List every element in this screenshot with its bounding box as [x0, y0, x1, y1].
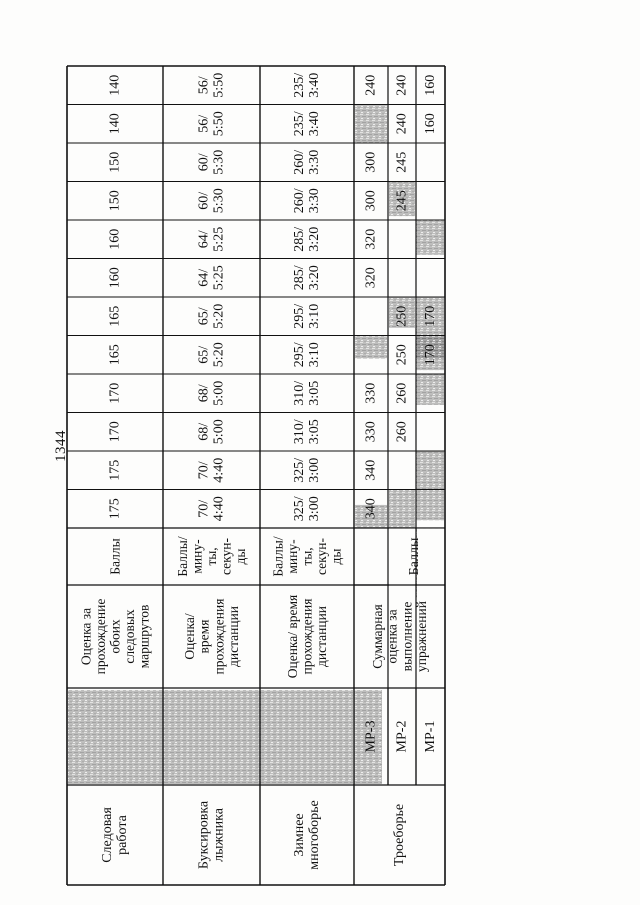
value-cell-line: 3:05 — [307, 419, 323, 445]
value-cell — [108, 113, 123, 134]
value-cell-line: 250 — [394, 305, 410, 327]
criterion-label-line: дистанции — [225, 605, 241, 668]
value-cell-line: 60/ — [196, 191, 212, 210]
criterion-label-line: прохождение — [92, 598, 108, 675]
value-cell — [108, 306, 123, 327]
value-cell — [196, 188, 226, 213]
value-cell-line: 4:40 — [211, 496, 227, 522]
value-cell-line: 165 — [107, 305, 123, 327]
value-cell-line: 150 — [107, 190, 123, 212]
event-label-line: Зимнее — [291, 813, 307, 857]
value-cell-line: 70/ — [196, 461, 212, 480]
value-cell — [292, 496, 322, 521]
value-cell — [364, 75, 379, 96]
value-cell-line: 285/ — [291, 265, 307, 291]
value-cell-line: 3:40 — [307, 111, 323, 137]
value-cell-line: 170 — [423, 305, 438, 327]
value-cell-line: 325/ — [291, 496, 307, 522]
value-cell — [292, 227, 322, 252]
value-cell-line: 64/ — [196, 268, 212, 287]
value-cell-line: 250 — [394, 344, 410, 366]
value-cell — [292, 458, 322, 483]
value-cell-line: 140 — [107, 74, 123, 96]
value-cell-line: 5:20 — [211, 342, 227, 368]
value-cell-line: 310/ — [291, 380, 307, 406]
value-cell-line: 260 — [394, 382, 410, 404]
value-cell-line: 235/ — [291, 72, 307, 98]
value-cell — [196, 265, 226, 290]
criterion-label — [182, 599, 241, 675]
criterion-label-line: Суммарная — [370, 604, 386, 669]
value-cell-line: 5:30 — [211, 188, 227, 214]
value-cell — [108, 460, 123, 481]
value-cell — [395, 421, 410, 442]
value-cell-line: 5:25 — [211, 226, 227, 252]
value-cell-line: 325/ — [291, 457, 307, 483]
value-cell — [196, 496, 226, 521]
unit-label-line: ты, — [299, 547, 315, 566]
value-cell — [395, 306, 410, 327]
value-cell-line: 5:00 — [211, 380, 227, 406]
value-cell-line: 160 — [107, 267, 123, 289]
criterion-label — [285, 595, 329, 679]
value-cell-line: 165 — [107, 344, 123, 366]
criterion-label-line: следовых — [122, 609, 138, 664]
criterion-label — [370, 601, 429, 672]
event-label-line: лыжника — [211, 808, 227, 862]
unit-label-line: секун- — [314, 538, 330, 575]
event-label — [292, 800, 322, 869]
scan-shade — [68, 690, 353, 784]
value-cell-line: 65/ — [196, 307, 212, 326]
value-cell-line: 260 — [394, 421, 410, 443]
value-cell — [108, 229, 123, 250]
unit-label-line: ды — [328, 548, 344, 565]
value-cell-line: 170 — [107, 421, 123, 443]
value-cell — [196, 73, 226, 98]
criterion-label-line: прохождения — [211, 598, 227, 675]
unit-label-line: мину- — [189, 539, 205, 574]
value-cell-line: 240 — [363, 74, 379, 96]
value-cell — [292, 304, 322, 329]
value-cell — [292, 381, 322, 406]
value-cell-line: 170 — [107, 382, 123, 404]
value-cell — [108, 498, 123, 519]
value-cell — [292, 265, 322, 290]
scan-shade — [416, 451, 444, 520]
value-cell-line: 3:10 — [307, 342, 323, 368]
unit-label-line: Баллы/ — [174, 536, 190, 577]
value-cell-line: 320 — [363, 267, 379, 289]
value-cell-line: 5:20 — [211, 303, 227, 329]
value-cell-line: 175 — [107, 498, 123, 520]
value-cell — [196, 342, 226, 367]
event-label-line: Буксировка — [196, 800, 212, 870]
scan-shade — [355, 336, 387, 359]
event-label — [392, 804, 407, 866]
value-cell — [395, 383, 410, 404]
value-cell-line: 310/ — [291, 419, 307, 445]
value-cell — [108, 152, 123, 173]
unit-label-line: Баллы — [407, 537, 422, 576]
value-cell-line: 245 — [394, 151, 410, 173]
unit-label — [270, 536, 343, 576]
value-cell — [196, 227, 226, 252]
class-label — [364, 721, 379, 753]
value-cell-line: 295/ — [291, 303, 307, 329]
value-cell — [108, 190, 123, 211]
value-cell-line: 70/ — [196, 499, 212, 518]
criterion-label-line: время — [196, 619, 212, 654]
value-cell-line: 3:40 — [307, 72, 323, 98]
value-cell-line: 56/ — [196, 114, 212, 133]
unit-label-line: секун- — [218, 538, 234, 575]
class-label-line: МР-3 — [363, 720, 379, 753]
value-cell — [196, 111, 226, 136]
value-cell-line: 260/ — [291, 188, 307, 214]
value-cell — [423, 344, 438, 365]
value-cell — [423, 306, 438, 327]
event-label-line: многоборье — [307, 800, 323, 870]
criterion-label — [78, 599, 151, 675]
value-cell-line: 330 — [363, 421, 379, 443]
unit-label-line: ты, — [204, 547, 219, 566]
criterion-label-line: Оценка за — [78, 607, 94, 666]
value-cell-line: 5:50 — [211, 111, 227, 137]
value-cell — [196, 150, 226, 175]
value-cell — [108, 267, 123, 288]
unit-label-line: Баллы — [107, 538, 123, 575]
event-label — [100, 807, 130, 863]
criterion-label-line: Оценка/ время — [284, 594, 300, 679]
criterion-label-line: выполнение — [399, 601, 415, 672]
value-cell-line: 3:30 — [307, 188, 323, 214]
value-cell — [108, 344, 123, 365]
event-label-line: Следовая — [99, 807, 115, 863]
value-cell — [364, 460, 379, 481]
value-cell — [196, 381, 226, 406]
value-cell — [108, 75, 123, 96]
value-cell — [395, 152, 410, 173]
value-cell-line: 245 — [394, 190, 410, 212]
value-cell — [292, 150, 322, 175]
class-label — [395, 721, 410, 753]
page-number: 1344 — [53, 430, 69, 462]
criterion-label-line: оценка за — [384, 609, 400, 664]
scan-shade — [416, 374, 444, 405]
value-cell-line: 5:25 — [211, 265, 227, 291]
value-cell — [292, 111, 322, 136]
unit-label — [175, 536, 248, 576]
scan-shade — [355, 105, 387, 144]
value-cell — [364, 190, 379, 211]
value-cell-line: 140 — [107, 113, 123, 135]
value-cell — [423, 113, 438, 134]
value-cell — [364, 152, 379, 173]
value-cell-line: 3:20 — [307, 265, 323, 291]
value-cell-line: 56/ — [196, 76, 212, 95]
value-cell — [108, 383, 123, 404]
value-cell-line: 4:40 — [211, 457, 227, 483]
value-cell-line: 170 — [423, 344, 438, 366]
value-cell-line: 240 — [394, 113, 410, 135]
value-cell-line: 340 — [363, 459, 379, 481]
value-cell-line: 5:00 — [211, 419, 227, 445]
value-cell — [292, 73, 322, 98]
value-cell — [364, 498, 379, 519]
value-cell — [292, 342, 322, 367]
value-cell — [196, 419, 226, 444]
value-cell-line: 64/ — [196, 230, 212, 249]
value-cell — [196, 458, 226, 483]
value-cell-line: 3:20 — [307, 226, 323, 252]
criterion-label-line: Оценка/ — [182, 613, 198, 660]
value-cell — [292, 419, 322, 444]
criterion-label-line: прохождения — [299, 598, 315, 675]
value-cell-line: 160 — [423, 74, 438, 96]
value-cell-line: 60/ — [196, 153, 212, 172]
event-label-line: Троеборье — [392, 803, 407, 867]
value-cell-line: 3:10 — [307, 303, 323, 329]
value-cell-line: 160 — [107, 228, 123, 250]
value-cell — [108, 421, 123, 442]
value-cell — [423, 75, 438, 96]
value-cell-line: 320 — [363, 228, 379, 250]
value-cell — [395, 75, 410, 96]
unit-label — [407, 537, 422, 575]
value-cell-line: 68/ — [196, 422, 212, 441]
scan-shade — [416, 220, 444, 255]
value-cell-line: 175 — [107, 459, 123, 481]
value-cell-line: 330 — [363, 382, 379, 404]
value-cell — [395, 113, 410, 134]
value-cell-line: 240 — [394, 74, 410, 96]
value-cell-line: 235/ — [291, 111, 307, 137]
value-cell — [196, 304, 226, 329]
unit-label-line: Баллы/ — [270, 536, 286, 577]
criterion-label-line: дистанции — [314, 605, 330, 668]
class-label-line: МР-1 — [423, 720, 438, 753]
unit-label-line: ды — [233, 548, 249, 565]
value-cell-line: 295/ — [291, 342, 307, 368]
value-cell-line: 68/ — [196, 384, 212, 403]
value-cell-line: 5:50 — [211, 72, 227, 98]
value-cell-line: 65/ — [196, 345, 212, 364]
criterion-label-line: маршрутов — [136, 604, 152, 669]
value-cell — [395, 190, 410, 211]
value-cell — [364, 267, 379, 288]
unit-label-line: мину- — [284, 539, 300, 574]
value-cell-line: 3:05 — [307, 380, 323, 406]
value-cell-line: 260/ — [291, 149, 307, 175]
value-cell-line: 340 — [363, 498, 379, 520]
value-cell — [364, 229, 379, 250]
event-label-line: работа — [115, 815, 131, 855]
value-cell — [395, 344, 410, 365]
criterion-label-line: упражнений — [413, 601, 429, 672]
unit-label — [108, 538, 123, 574]
value-cell-line: 3:00 — [307, 457, 323, 483]
class-label — [423, 721, 438, 753]
value-cell-line: 5:30 — [211, 149, 227, 175]
value-cell — [364, 421, 379, 442]
event-label — [196, 800, 226, 869]
value-cell-line: 3:00 — [307, 496, 323, 522]
value-cell-line: 150 — [107, 151, 123, 173]
value-cell-line: 300 — [363, 190, 379, 212]
value-cell-line: 3:30 — [307, 149, 323, 175]
value-cell-line: 160 — [423, 113, 438, 135]
value-cell-line: 300 — [363, 151, 379, 173]
criterion-label-line: обоих — [107, 619, 123, 654]
class-label-line: МР-2 — [394, 720, 410, 753]
value-cell — [364, 383, 379, 404]
value-cell-line: 285/ — [291, 226, 307, 252]
value-cell — [292, 188, 322, 213]
